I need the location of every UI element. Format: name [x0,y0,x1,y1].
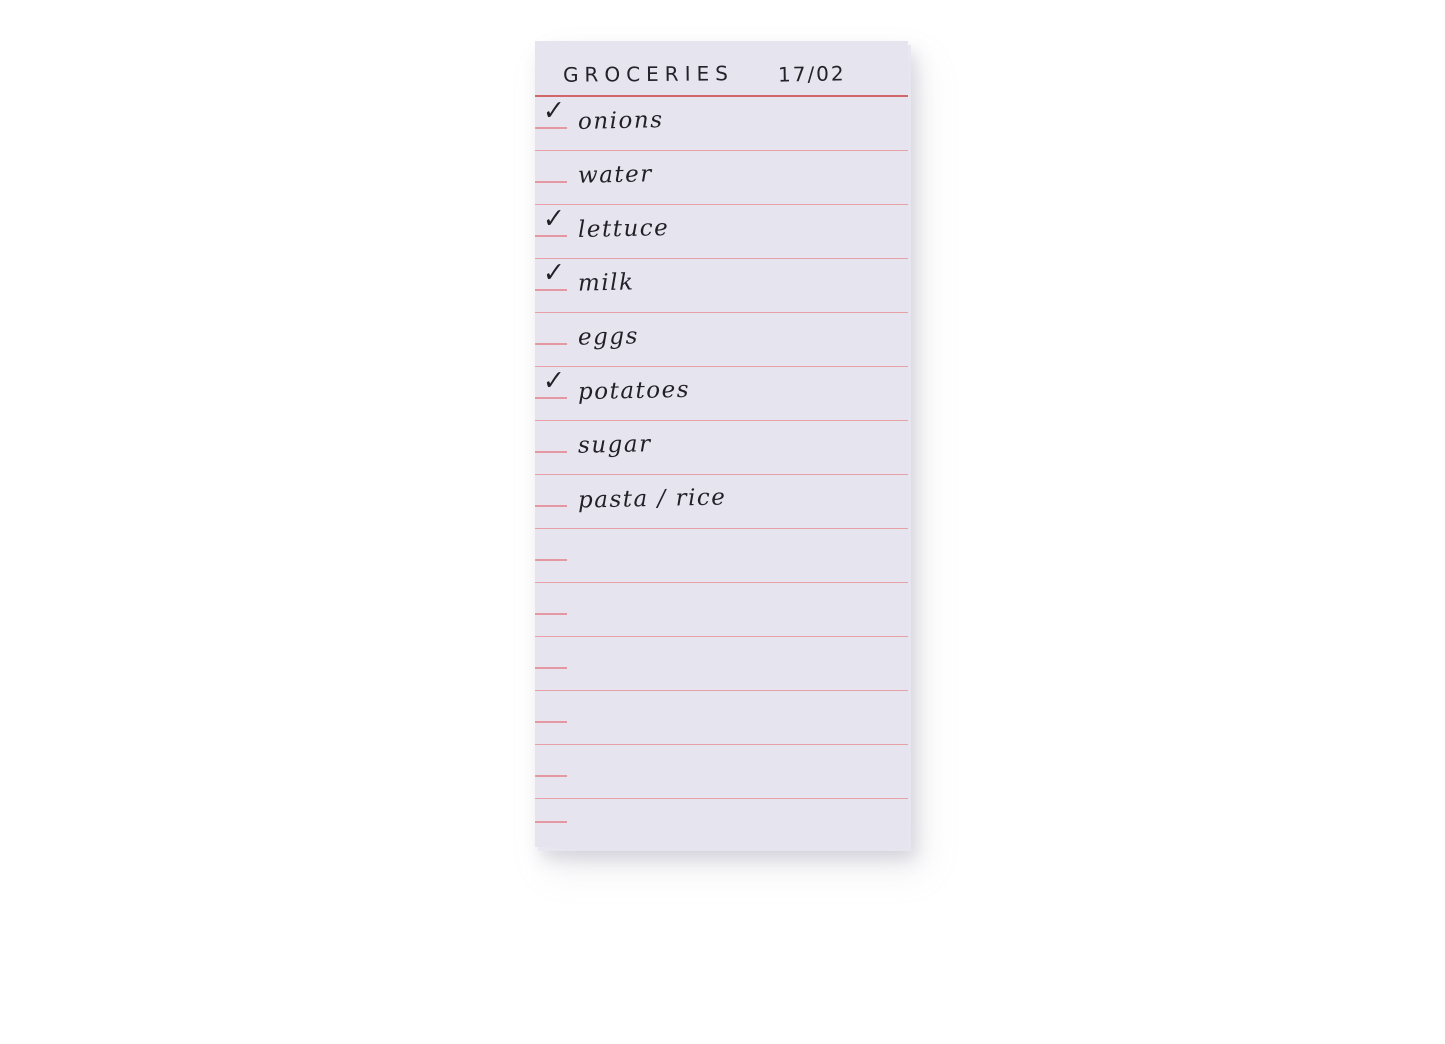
margin-tick [535,343,567,345]
margin-tick [535,397,567,399]
margin-tick [535,505,567,507]
empty-line-row [535,799,908,846]
notepad-header [535,41,908,97]
list-item-row [535,94,908,151]
list-item-row [535,475,908,529]
checkmark-icon: ✓ [542,202,566,236]
item-label: water [577,161,654,189]
item-label: sugar [577,431,652,459]
margin-tick [535,721,567,723]
margin-tick [535,821,567,823]
margin-tick [535,775,567,777]
margin-tick [535,289,567,291]
empty-line-row [535,583,908,637]
margin-tick [535,235,567,237]
empty-line-row [535,691,908,745]
list-item-row [535,202,908,259]
item-label: onions [577,107,664,135]
item-label: milk [577,269,635,297]
list-item-row [535,364,908,421]
list-title: GROCERIES [562,61,734,87]
empty-line-row [535,637,908,691]
item-label: lettuce [577,215,670,243]
list-date: 17/02 [777,61,846,87]
margin-tick [535,559,567,561]
margin-tick [535,451,567,453]
item-label: eggs [577,323,640,351]
empty-line-row [535,745,908,799]
margin-tick [535,127,567,129]
list-item-row [535,421,908,475]
list-item-row [535,256,908,313]
margin-tick [535,181,567,183]
checkmark-icon: ✓ [542,364,566,398]
checkmark-icon: ✓ [542,94,566,128]
list-item-row [535,151,908,205]
item-label: pasta / rice [577,484,727,514]
checkmark-icon: ✓ [542,256,566,290]
notepad [535,41,908,847]
list-item-row [535,313,908,367]
item-label: potatoes [577,376,691,406]
empty-line-row [535,529,908,583]
margin-tick [535,613,567,615]
margin-tick [535,667,567,669]
